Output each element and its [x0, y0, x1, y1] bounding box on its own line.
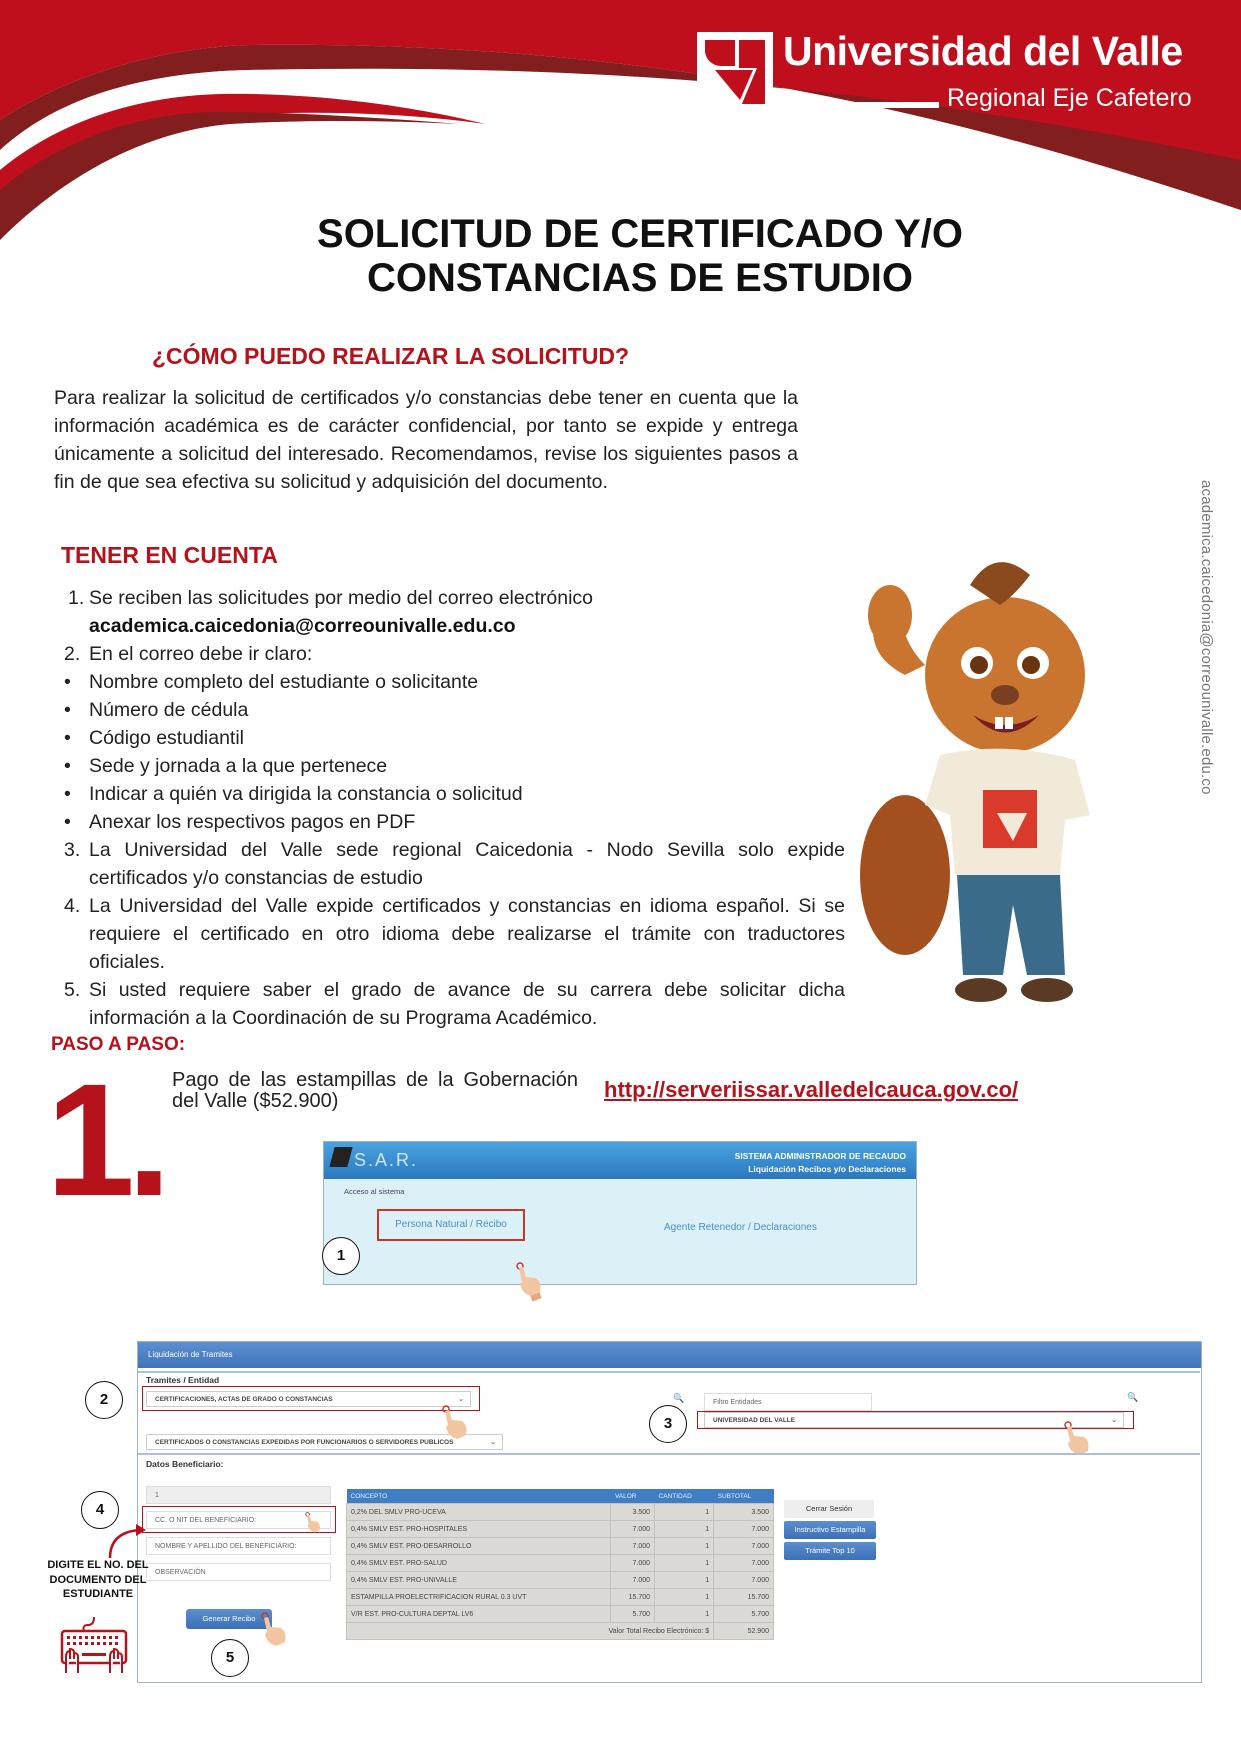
quantity-field[interactable]: 1: [146, 1486, 331, 1504]
bullet-text: Indicar a quién va dirigida la constancia o solicitud: [89, 783, 523, 805]
subtramite-select-value: CERTIFICADOS O CONSTANCIAS EXPEDIDAS POR FUNCIONARIOS O SERVIDORES PUBLICOS: [155, 1439, 454, 1446]
list-number: 2.: [64, 643, 81, 665]
table-row: [347, 1504, 774, 1521]
bullet-item: [54, 808, 845, 836]
total-label: Valor Total Recibo Electrónico: $: [347, 1623, 714, 1640]
side-email: academica.caicedonia@correounivalle.edu.co: [1198, 480, 1215, 795]
pointing-hand-icon: [440, 1405, 470, 1445]
list-item-text: En el correo debe ir claro:: [89, 643, 313, 665]
contact-email-link[interactable]: academica.caicedonia@correounivalle.edu.co: [89, 615, 516, 637]
instructivo-button[interactable]: Instructivo Estampilla: [784, 1521, 876, 1539]
generate-receipt-button[interactable]: Generar Recibo: [186, 1609, 272, 1629]
bullet-item: [54, 724, 845, 752]
chevron-down-icon: ⌄: [490, 1439, 496, 1446]
cell-quantity: 1: [655, 1572, 714, 1589]
cell-value: 7.000: [611, 1555, 655, 1572]
cell-value: 3.500: [611, 1504, 655, 1521]
list-number: 5.: [64, 979, 81, 1001]
table-row: [347, 1572, 774, 1589]
cell-subtotal: 7.000: [714, 1521, 774, 1538]
cell-value: 15.700: [611, 1589, 655, 1606]
page-title: [240, 212, 1040, 300]
agente-retenedor-option[interactable]: Agente Retenedor / Declaraciones: [664, 1222, 817, 1233]
logout-button[interactable]: Cerrar Sesión: [784, 1500, 874, 1518]
persona-natural-option[interactable]: Persona Natural / Recibo: [377, 1209, 525, 1241]
cell-value: 5.700: [611, 1606, 655, 1623]
bullet-icon: •: [64, 755, 71, 777]
column-header: SUBTOTAL: [714, 1489, 774, 1504]
entity-select-value: UNIVERSIDAD DEL VALLE: [713, 1417, 796, 1424]
page-title-line-2: CONSTANCIAS DE ESTUDIO: [367, 256, 913, 300]
observation-input[interactable]: OBSERVACIÓN: [146, 1563, 331, 1581]
brand-subtitle: Regional Eje Cafetero: [947, 84, 1192, 112]
sar-title: SISTEMA ADMINISTRADOR DE RECAUDO: [734, 1151, 906, 1161]
cell-concept: ESTAMPILLA PROELECTRIFICACION RURAL 0.3 UVT: [347, 1589, 611, 1606]
cell-quantity: 1: [655, 1589, 714, 1606]
cell-subtotal: 7.000: [714, 1555, 774, 1572]
list-number: 1.: [68, 587, 85, 609]
cell-subtotal: 15.700: [714, 1589, 774, 1606]
cell-quantity: 1: [655, 1521, 714, 1538]
table-row: [347, 1538, 774, 1555]
bullet-icon: •: [64, 671, 71, 693]
list-item-text: Si usted requiere saber el grado de avance de su carrera debe solicitar dicha información a la Coordinación de su Programa Académico.: [89, 979, 845, 1029]
sar-access-label: Acceso al sistema: [344, 1187, 405, 1196]
sar-header: [324, 1142, 916, 1179]
pointing-hand-icon: [259, 1612, 289, 1652]
column-header: CANTIDAD: [655, 1489, 714, 1504]
pointing-hand-icon: [514, 1262, 544, 1302]
pointing-hand-icon: [1062, 1421, 1092, 1461]
list-item: [54, 976, 845, 1032]
bullet-text: Código estudiantil: [89, 727, 245, 749]
cell-quantity: 1: [655, 1555, 714, 1572]
cell-value: 7.000: [611, 1538, 655, 1555]
cell-quantity: 1: [655, 1606, 714, 1623]
list-number: 3.: [64, 839, 81, 861]
squirrel-mascot-illustration: [855, 545, 1115, 1015]
callout-4: 4: [81, 1491, 119, 1529]
divider: [138, 1371, 1200, 1373]
bullet-item: [54, 752, 845, 780]
cell-quantity: 1: [655, 1538, 714, 1555]
column-header: CONCEPTO: [347, 1489, 611, 1504]
bullet-text: Sede y jornada a la que pertenece: [89, 755, 388, 777]
cell-concept: V/R EST. PRO-CULTURA DEPTAL LV6: [347, 1606, 611, 1623]
step-number: 1.: [46, 1050, 164, 1229]
list-number: 4.: [64, 895, 81, 917]
sar-logo-icon: [329, 1147, 352, 1167]
list-item: [54, 584, 845, 640]
brand-underline: [789, 102, 939, 108]
list-item-text: La Universidad del Valle sede regional Caicedonia - Nodo Sevilla solo expide certificados y/o constancias de estudio: [89, 839, 845, 889]
university-logo: [697, 28, 1197, 112]
tramite-select-value: CERTIFICACIONES, ACTAS DE GRADO O CONSTANCIAS: [155, 1396, 333, 1403]
cell-subtotal: 3.500: [714, 1504, 774, 1521]
how-heading: ¿CÓMO PUEDO REALIZAR LA SOLICITUD?: [152, 343, 630, 369]
cell-subtotal: 7.000: [714, 1572, 774, 1589]
sar-login-screenshot: [323, 1141, 917, 1285]
beneficiary-label: Datos Beneficiario:: [146, 1459, 224, 1469]
intro-paragraph: Para realizar la solicitud de certificados y/o constancias debe tener en cuenta que la información académica es de carácter confidencial, por tanto se expide y entrega únicamente a solicitud del interesado. Recomendamos, revise los siguientes pasos a fin de que sea efectiva su solicitud y adquisición del documento.: [54, 387, 798, 493]
univalle-logo-mark: [697, 32, 773, 112]
step-description: Pago de las estampillas de la Gobernación del Valle ($52.900): [172, 1069, 578, 1112]
table-row: [347, 1589, 774, 1606]
cell-subtotal: 7.000: [714, 1538, 774, 1555]
tramites-label: Tramites / Entidad: [146, 1375, 220, 1385]
pointing-hand-icon: [300, 1512, 326, 1536]
notes-list: [54, 584, 845, 1032]
cell-concept: 0,2% DEL SMLV PRO-UCEVA: [347, 1504, 611, 1521]
liquidacion-header: Liquidación de Tramites: [138, 1342, 1201, 1368]
cell-concept: 0,4% SMLV EST. PRO-DESARROLLO: [347, 1538, 611, 1555]
payment-portal-link[interactable]: http://serveriissar.valledelcauca.gov.co/: [604, 1077, 1019, 1102]
search-icon[interactable]: 🔍: [1127, 1392, 1139, 1402]
bullet-icon: •: [64, 811, 71, 833]
callout-5: 5: [211, 1639, 249, 1677]
chevron-down-icon: ⌄: [1111, 1417, 1117, 1424]
sar-logo-text: S.A.R.: [354, 1150, 419, 1170]
cell-concept: 0,4% SMLV EST. PRO-SALUD: [347, 1555, 611, 1572]
cell-concept: 0,4% SMLV EST. PRO-HOSPITALES: [347, 1521, 611, 1538]
page-title-line-1: SOLICITUD DE CERTIFICADO Y/O: [317, 212, 963, 256]
table-row: [347, 1606, 774, 1623]
search-icon[interactable]: 🔍: [673, 1393, 685, 1403]
list-item: [54, 892, 845, 976]
digit-document-note: DIGITE EL NO. DEL DOCUMENTO DEL ESTUDIANTE: [47, 1559, 149, 1600]
divider: [138, 1453, 1200, 1455]
beneficiary-name-input[interactable]: NOMBRE Y APELLIDO DEL BENEFICIARIO:: [146, 1537, 331, 1555]
bullet-icon: •: [64, 699, 71, 721]
notes-heading: TENER EN CUENTA: [61, 542, 278, 568]
top10-button[interactable]: Trámite Top 10: [784, 1542, 876, 1560]
keyboard-typing-icon: [58, 1615, 130, 1675]
bullet-text: Nombre completo del estudiante o solicitante: [89, 671, 479, 693]
steps-heading: PASO A PASO:: [51, 1034, 186, 1055]
sar-subtitle: Liquidación Recibos y/o Declaraciones: [748, 1164, 906, 1174]
column-header: VALOR: [611, 1489, 655, 1504]
bullet-text: Anexar los respectivos pagos en PDF: [89, 811, 416, 833]
callout-3: 3: [649, 1405, 687, 1443]
bullet-icon: •: [64, 783, 71, 805]
table-total-row: [347, 1623, 774, 1640]
bullet-item: [54, 780, 845, 808]
stamps-table: [346, 1489, 774, 1640]
cell-concept: 0,4% SMLV EST. PRO-UNIVALLE: [347, 1572, 611, 1589]
cell-quantity: 1: [655, 1504, 714, 1521]
bullet-item: [54, 696, 845, 724]
table-row: [347, 1555, 774, 1572]
list-item-text: La Universidad del Valle expide certificados y constancias en idioma español. Si se requiere el certificado en otro idioma debe realizarse el trámite con traductores oficiales.: [89, 895, 845, 973]
callout-1: 1: [322, 1237, 360, 1275]
highlight-box: [142, 1386, 480, 1411]
bullet-text: Número de cédula: [89, 699, 249, 721]
table-header-row: [347, 1489, 774, 1504]
list-item: [54, 836, 845, 892]
list-item: [54, 640, 845, 668]
chevron-down-icon: ⌄: [458, 1396, 464, 1403]
callout-2: 2: [85, 1381, 123, 1419]
cell-value: 7.000: [611, 1572, 655, 1589]
table-row: [347, 1521, 774, 1538]
cell-subtotal: 5.700: [714, 1606, 774, 1623]
filter-entities-input[interactable]: Filtro Entidades: [704, 1393, 872, 1411]
brand-name: Universidad del Valle: [783, 28, 1183, 74]
cell-value: 7.000: [611, 1521, 655, 1538]
bullet-icon: •: [64, 727, 71, 749]
bullet-item: [54, 668, 845, 696]
total-value: 52.900: [714, 1623, 774, 1640]
beneficiary-id-input[interactable]: CC. O NIT DEL BENEFICIARIO:: [146, 1511, 331, 1529]
curved-arrow-icon: [100, 1520, 150, 1560]
list-item-text: Se reciben las solicitudes por medio del correo electrónico: [89, 587, 594, 609]
